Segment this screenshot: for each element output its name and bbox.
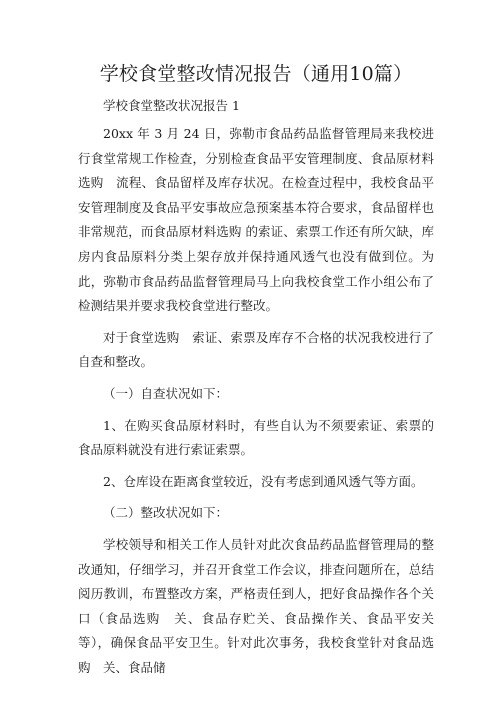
paragraph-rectification: 学校领导和相关工作人员针对此次食品药品监督管理局的整改通知，仔细学习，并召开食堂工作会议，排查问题所在，总结阅历教训，布置整改方案，严格责任到人，把好食品操作各个关口（食品选购 关、食品存贮关、食品操作关、食品平安关等），确保食品平安卫生。针对此次事务，我校食堂针对食品选购 关、食品储 [78, 536, 434, 675]
paragraph-self-check-intro: 对于食堂选购 索证、索票及库存不合格的状况我校进行了自查和整改。 [78, 329, 434, 370]
heading-self-check: （一）自查状况如下： [103, 385, 229, 401]
report-subtitle: 学校食堂整改状况报告 1 [103, 98, 240, 113]
heading-rectification: （二）整改状况如下： [103, 505, 229, 521]
document-title: 学校食堂整改情况报告（通用10篇） [99, 63, 413, 85]
paragraph-self-check-item-2: 2、仓库设在距离食堂较近，没有考虑到通风透气等方面。 [103, 473, 424, 489]
paragraph-self-check-item-1: 1、在购买食品原材料时，有些自认为不须要索证、索票的食品原料就没有进行索证索票。 [78, 417, 434, 458]
paragraph-inspection: 20xx 年 3 月 24 日，弥勒市食品药品监督管理局来我校进行食堂常规工作检查，分别检查食品平安管理制度、食品原材料选购 流程、食品留样及库存状况。在检查过程中，我校食品平安管理制度及食品平安事故应急预案基本符合要求，食品留样也非常规范，而食品原材料选购 的索证、索票工作还有所欠缺，库房内食品原料分类上架存放并保持通风透气也没有做到位。为此，弥勒市食品药品监督管理局马上向我校食堂工作小组公布了检测结果并要求我校食堂进行整改。 [78, 126, 434, 314]
